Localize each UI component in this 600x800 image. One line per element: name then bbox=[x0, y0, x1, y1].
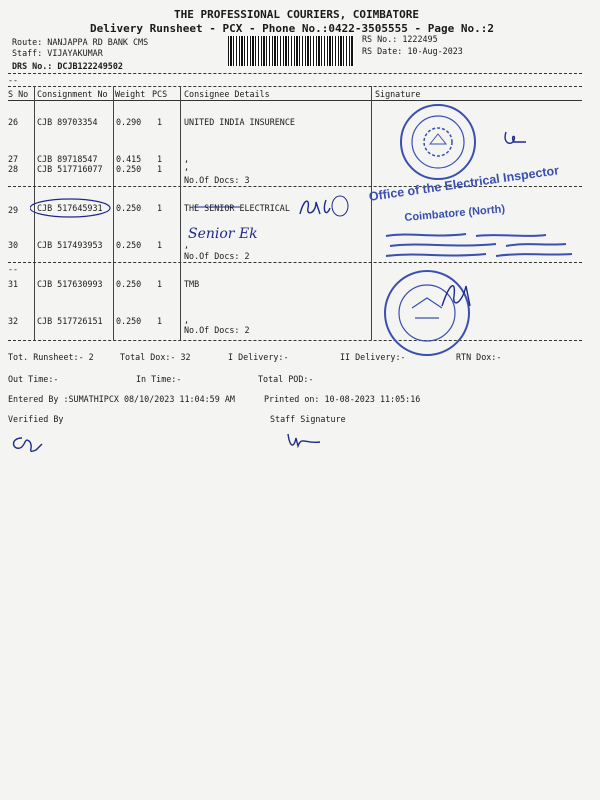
col-header-sno: S No bbox=[8, 89, 29, 99]
total-runsheet: Tot. Runsheet:- 2 bbox=[8, 352, 94, 362]
row-pcs: 1 bbox=[157, 279, 163, 289]
row-consignment: CJB 517645931 bbox=[37, 203, 103, 213]
row-consignee: , bbox=[184, 162, 190, 172]
stamp-regional-script-lines bbox=[376, 228, 576, 268]
row-pcs: 1 bbox=[157, 164, 163, 174]
divider-marker: -- bbox=[8, 75, 19, 85]
total-dox: Total Dox:- 32 bbox=[120, 352, 191, 362]
row-weight: 0.250 bbox=[116, 240, 142, 250]
row-pcs: 1 bbox=[157, 117, 163, 127]
row-consignment: CJB 517493953 bbox=[37, 240, 103, 250]
row-consignment: CJB 517726151 bbox=[37, 316, 103, 326]
divider bbox=[8, 73, 582, 74]
col-header-weight: Weight bbox=[115, 89, 146, 99]
row-weight: 0.250 bbox=[116, 279, 142, 289]
col-header-consignment: Consignment No bbox=[37, 89, 108, 99]
row-consignment: CJB 517630993 bbox=[37, 279, 103, 289]
col-header-consignee: Consignee Details bbox=[184, 89, 270, 99]
row-pcs: 1 bbox=[157, 203, 163, 213]
row-consignee: , bbox=[184, 315, 190, 325]
row-weight: 0.250 bbox=[116, 164, 142, 174]
ii-delivery: II Delivery:- bbox=[340, 352, 406, 362]
rs-number: RS No.: 1222495 bbox=[362, 34, 438, 44]
row-consignee: , bbox=[184, 154, 190, 164]
staff-signature-label: Staff Signature bbox=[270, 414, 346, 424]
row-sno: 27 bbox=[8, 154, 19, 164]
signature-row31 bbox=[436, 276, 476, 316]
entered-by: Entered By :SUMATHIPCX 08/10/2023 11:04:59 AM bbox=[8, 394, 235, 404]
row-consignee: TMB bbox=[184, 279, 200, 289]
printed-on: Printed on: 10-08-2023 11:05:16 bbox=[264, 394, 421, 404]
row-sno: 29 bbox=[8, 205, 19, 215]
route-label: Route: NANJAPPA RD BANK CMS bbox=[12, 37, 149, 47]
row-consignee: THE SENIOR ELECTRICAL bbox=[184, 203, 290, 213]
row-sno: 31 bbox=[8, 279, 19, 289]
row-pcs: 1 bbox=[157, 316, 163, 326]
row-weight: 0.290 bbox=[116, 117, 142, 127]
electrical-inspector-stamp-line1: Office of the Electrical Inspector bbox=[368, 163, 560, 204]
divider bbox=[8, 86, 582, 87]
insurance-round-stamp bbox=[398, 102, 478, 182]
row-sno: 28 bbox=[8, 164, 19, 174]
docs-count: No.Of Docs: 2 bbox=[184, 325, 250, 335]
staff-label: Staff: VIJAYAKUMAR bbox=[12, 48, 103, 58]
rtn-dox: RTN Dox:- bbox=[456, 352, 502, 362]
col-header-pcs: PCS bbox=[152, 89, 168, 99]
row-consignment: CJB 89718547 bbox=[37, 154, 98, 164]
docs-count: No.Of Docs: 3 bbox=[184, 175, 250, 185]
row-sno: 26 bbox=[8, 117, 19, 127]
drs-number: DRS No.: DCJB122249502 bbox=[12, 61, 123, 71]
row-consignment: CJB 89703354 bbox=[37, 117, 98, 127]
in-time: In Time:- bbox=[136, 374, 182, 384]
col-line bbox=[180, 86, 181, 340]
verifier-signature bbox=[6, 432, 46, 458]
runsheet-subtitle: Delivery Runsheet - PCX - Phone No.:0422-3505555 - Page No.:2 bbox=[90, 22, 494, 35]
row-consignee: , bbox=[184, 240, 190, 250]
row-weight: 0.250 bbox=[116, 316, 142, 326]
strike-through-mark bbox=[184, 205, 244, 209]
company-title: THE PROFESSIONAL COURIERS, COIMBATORE bbox=[174, 8, 420, 21]
barcode bbox=[228, 36, 354, 66]
docs-count: No.Of Docs: 2 bbox=[184, 251, 250, 261]
row-weight: 0.415 bbox=[116, 154, 142, 164]
out-time: Out Time:- bbox=[8, 374, 59, 384]
row-pcs: 1 bbox=[157, 154, 163, 164]
total-pod: Total POD:- bbox=[258, 374, 314, 384]
i-delivery: I Delivery:- bbox=[228, 352, 289, 362]
row-consignee: UNITED INDIA INSURENCE bbox=[184, 117, 295, 127]
divider bbox=[8, 340, 582, 341]
handwritten-initials bbox=[296, 194, 356, 220]
verified-by-label: Verified By bbox=[8, 414, 64, 424]
row-weight: 0.250 bbox=[116, 203, 142, 213]
divider-marker: -- bbox=[8, 264, 19, 274]
rs-date: RS Date: 10-Aug-2023 bbox=[362, 46, 463, 56]
col-line bbox=[371, 86, 372, 340]
header-rule bbox=[8, 100, 582, 101]
staff-signature-mark bbox=[284, 430, 324, 452]
signature-row26 bbox=[500, 126, 530, 150]
col-header-signature: Signature bbox=[375, 89, 421, 99]
row-pcs: 1 bbox=[157, 240, 163, 250]
row-sno: 32 bbox=[8, 316, 19, 326]
row-sno: 30 bbox=[8, 240, 19, 250]
electrical-inspector-stamp-line2: Coimbatore (North) bbox=[404, 203, 506, 224]
handwritten-senior-ek: Senior Ek bbox=[188, 226, 258, 242]
row-consignment: CJB 517716077 bbox=[37, 164, 103, 174]
consignment-circled-mark bbox=[30, 196, 114, 220]
